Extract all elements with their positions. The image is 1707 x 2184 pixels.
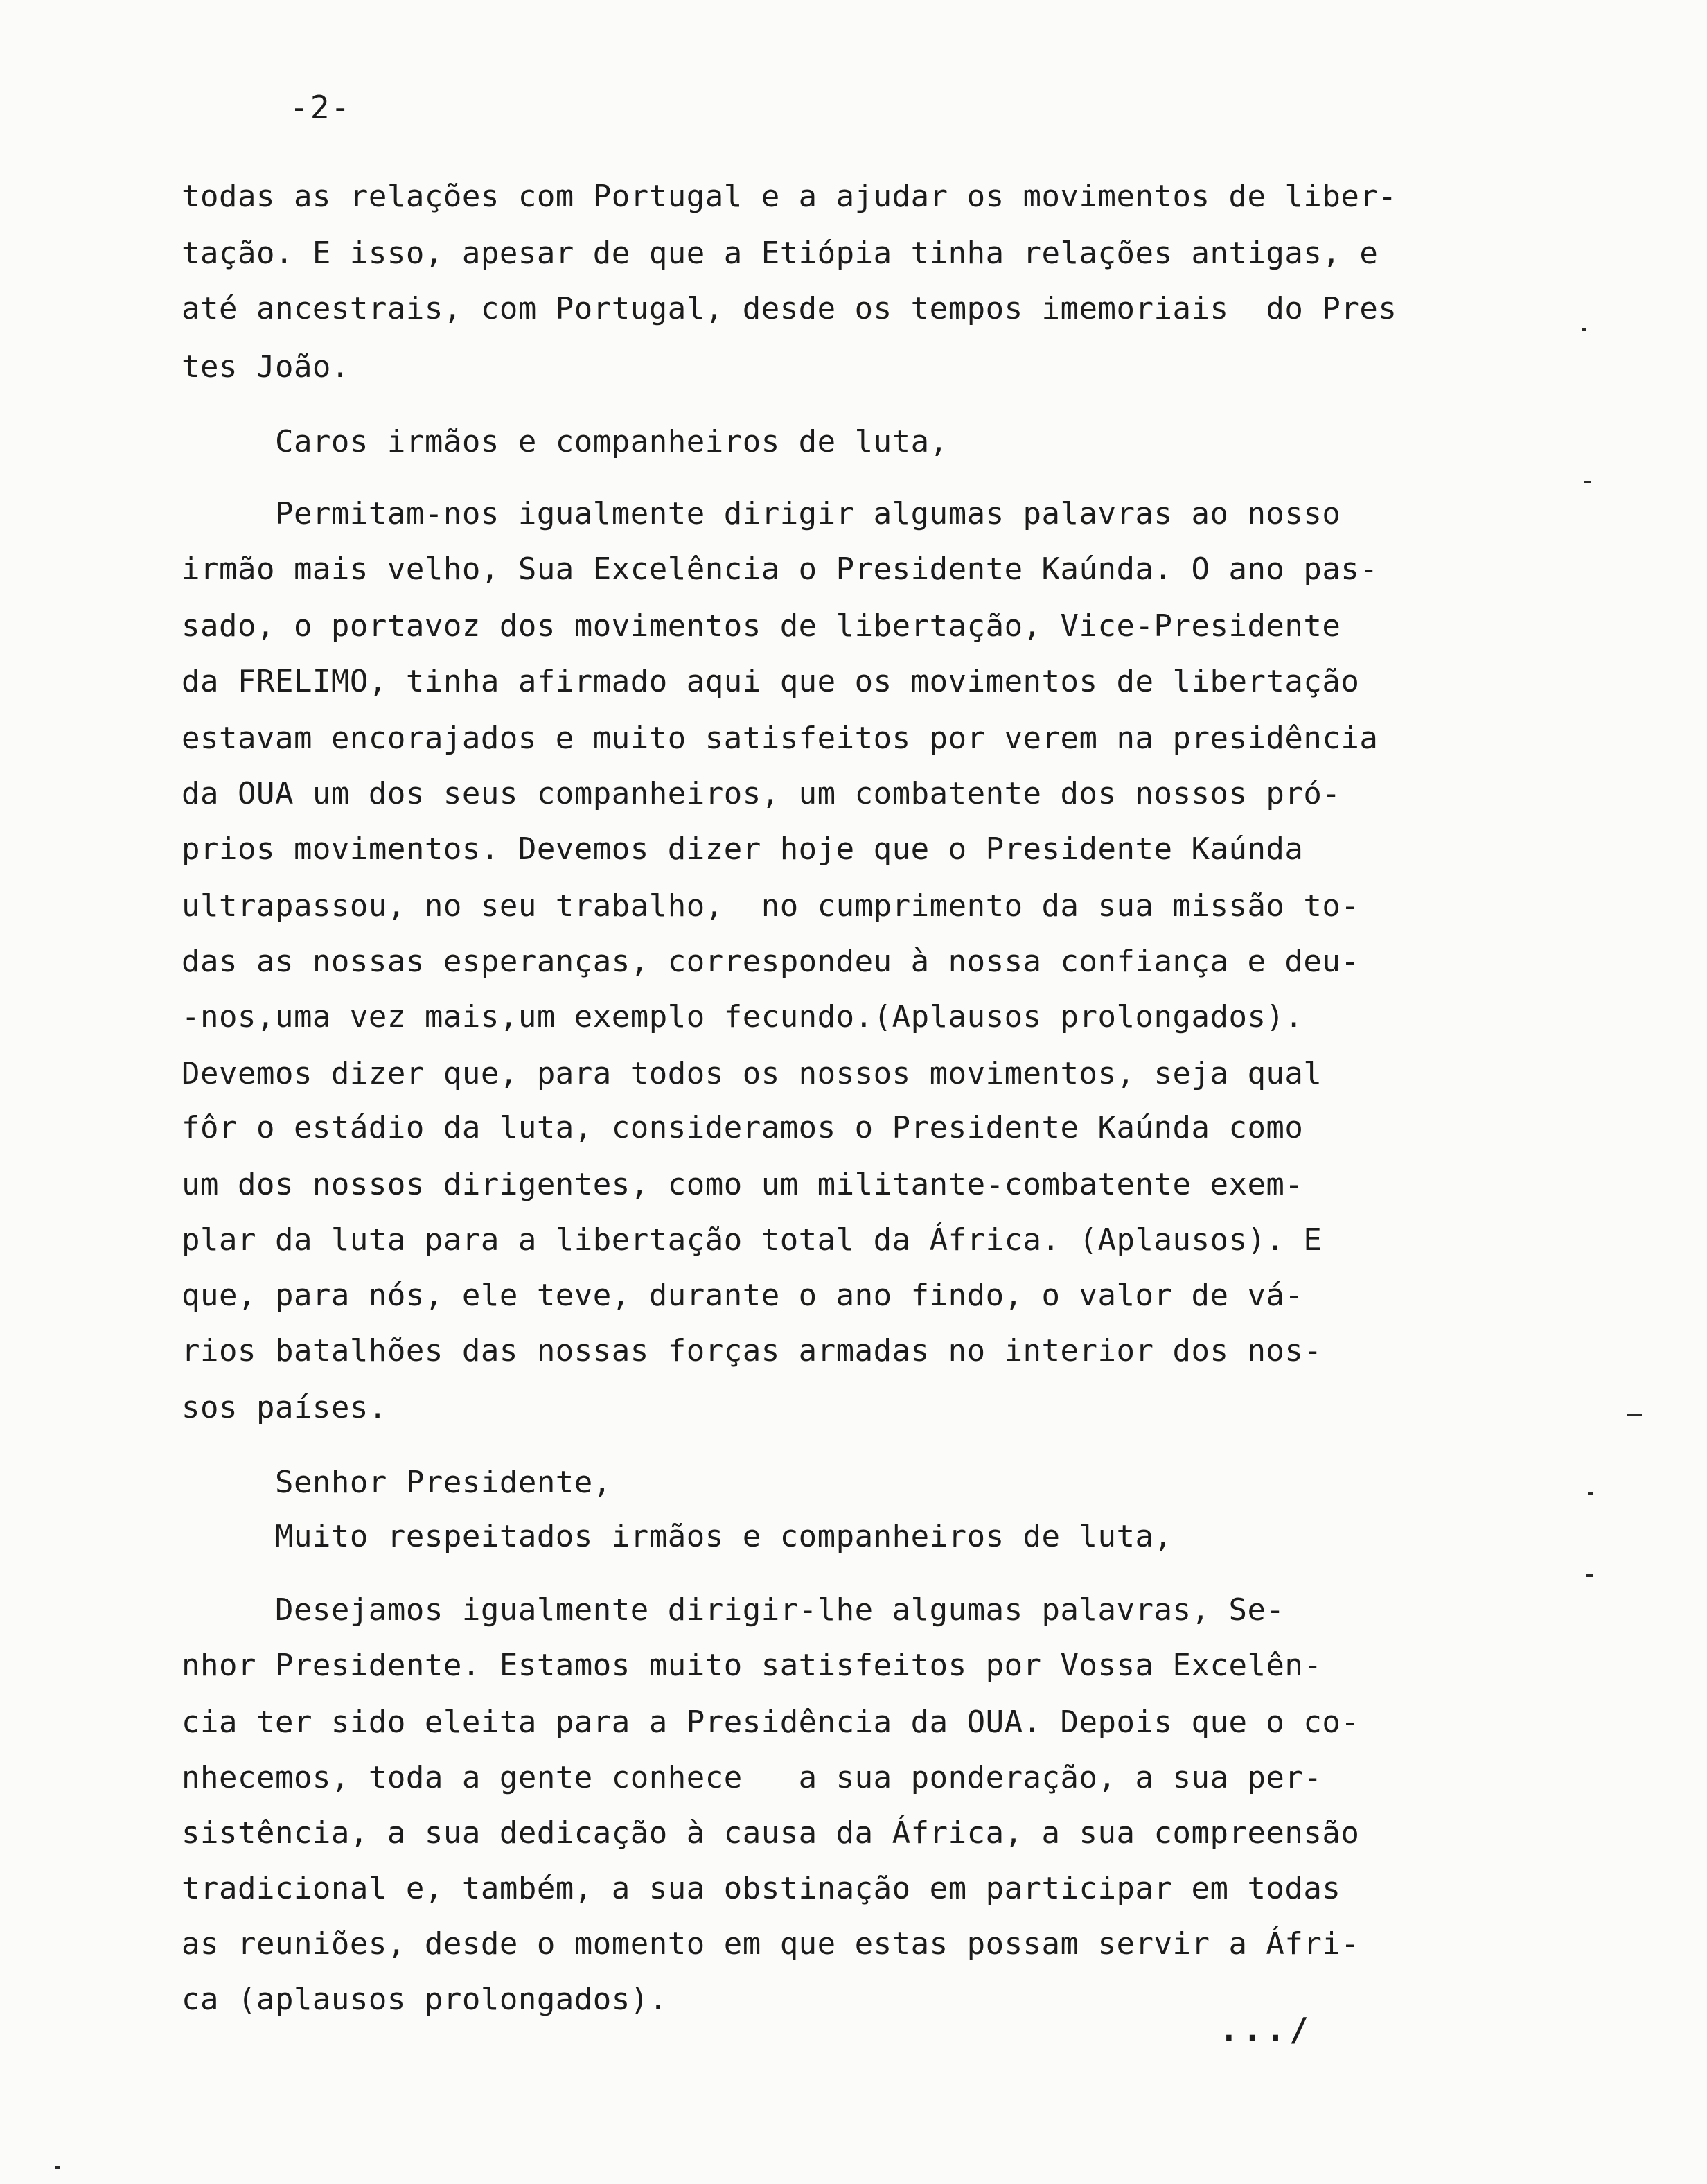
salutation-line: Senhor Presidente, xyxy=(182,1465,612,1500)
text-line: plar da luta para a libertação total da África. (Aplausos). E xyxy=(182,1222,1323,1258)
text-line: Devemos dizer que, para todos os nossos movimentos, seja qual xyxy=(182,1056,1323,1091)
text-line: um dos nossos dirigentes, como um militante-combatente exem- xyxy=(182,1167,1304,1202)
scan-speck xyxy=(1582,328,1586,331)
text-line: sos países. xyxy=(182,1390,387,1425)
text-line: nhecemos, toda a gente conhece a sua ponderação, a sua per- xyxy=(182,1760,1323,1795)
text-line: ca (aplausos prolongados). xyxy=(182,1982,668,2017)
text-line: que, para nós, ele teve, durante o ano findo, o valor de vá- xyxy=(182,1278,1304,1313)
text-line: das as nossas esperanças, correspondeu à nossa confiança e deu- xyxy=(182,944,1360,979)
page-number: -2- xyxy=(290,89,352,126)
text-line: irmão mais velho, Sua Excelência o Presidente Kaúnda. O ano pas- xyxy=(182,552,1379,587)
text-line: Desejamos igualmente dirigir-lhe algumas palavras, Se- xyxy=(182,1592,1285,1628)
continuation-mark: .../ xyxy=(1219,2011,1313,2048)
text-line: as reuniões, desde o momento em que estas possam servir a Áfri- xyxy=(182,1926,1360,1962)
text-line: tradicional e, também, a sua obstinação em participar em todas xyxy=(182,1871,1341,1906)
text-line: rios batalhões das nossas forças armadas no interior dos nos- xyxy=(182,1333,1323,1368)
text-line: prios movimentos. Devemos dizer hoje que o Presidente Kaúnda xyxy=(182,831,1304,867)
text-line: nhor Presidente. Estamos muito satisfeitos por Vossa Excelên- xyxy=(182,1648,1323,1683)
salutation-line: Caros irmãos e companheiros de luta, xyxy=(182,424,948,459)
text-line: -nos,uma vez mais,um exemplo fecundo.(Aplausos prolongados). xyxy=(182,999,1304,1034)
text-line: cia ter sido eleita para a Presidência da OUA. Depois que o co- xyxy=(182,1705,1360,1740)
scan-speck xyxy=(55,2166,60,2169)
text-line: estavam encorajados e muito satisfeitos por verem na presidência xyxy=(182,721,1379,756)
scan-speck xyxy=(1627,1414,1642,1416)
text-line: até ancestrais, com Portugal, desde os tempos imemoriais do Pres xyxy=(182,291,1397,326)
text-line: tação. E isso, apesar de que a Etiópia tinha relações antigas, e xyxy=(182,236,1379,271)
text-line: todas as relações com Portugal e a ajudar os movimentos de liber- xyxy=(182,179,1397,214)
salutation-line: Muito respeitados irmãos e companheiros de luta, xyxy=(182,1519,1173,1554)
scan-speck xyxy=(1588,1492,1593,1495)
text-line: sistência, a sua dedicação à causa da África, a sua compreensão xyxy=(182,1815,1360,1851)
scan-speck xyxy=(1586,1574,1593,1577)
text-line: ultrapassou, no seu trabalho, no cumprimento da sua missão to- xyxy=(182,888,1360,924)
text-line: sado, o portavoz dos movimentos de libertação, Vice-Presidente xyxy=(182,608,1341,644)
text-line: da FRELIMO, tinha afirmado aqui que os movimentos de libertação xyxy=(182,664,1360,699)
text-line: tes João. xyxy=(182,349,350,385)
text-line: da OUA um dos seus companheiros, um combatente dos nossos pró- xyxy=(182,776,1341,811)
scan-speck xyxy=(1584,481,1591,483)
text-line: Permitam-nos igualmente dirigir algumas palavras ao nosso xyxy=(182,496,1341,531)
text-line: fôr o estádio da luta, consideramos o Presidente Kaúnda como xyxy=(182,1110,1304,1145)
